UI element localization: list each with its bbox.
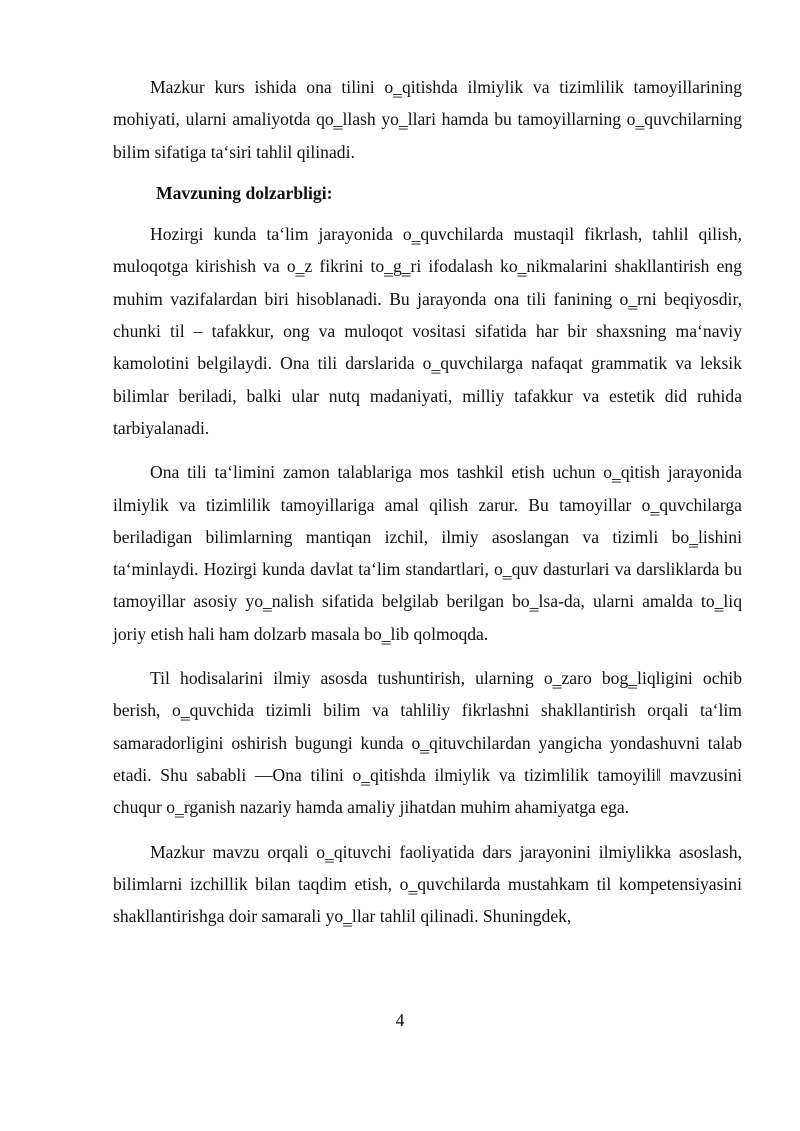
- document-page: [113, 71, 742, 932]
- page-number: 4: [395, 1010, 405, 1030]
- paragraph-principles: Ona tili ta‘limini zamon talablariga mos tashkil etish uchun o‗qitish jarayonida ilmiylik va tizimlilik tamoyillariga amal qilish zarur. Bu tamoyillar o‗quvchilarga beriladigan bilimlarning mantiqan izchil, ilmiy asoslangan va tizimli bo‗lishini ta‘minlaydi. Hozirgi kunda davlat ta‘lim standartlari, o‗quv dasturlari va darsliklarda bu tamoyillar asosiy yo‗nalish sifatida belgilab berilgan bo‗lsa-da, ularni amalda to‗liq joriy etish hali ham dolzarb masala bo‗lib qolmoqda.: [113, 462, 742, 644]
- section-heading: Mavzuning dolzarbligi:: [156, 182, 333, 203]
- spacer: [113, 650, 742, 662]
- spacer: [113, 168, 742, 177]
- paragraph-relevance: Hozirgi kunda ta‘lim jarayonida o‗quvchilarda mustaqil fikrlash, tahlil qilish, muloqotga kirishish va o‗z fikrini to‗g‗ri ifodalash ko‗nikmalarini shakllantirish eng muhim vazifalardan biri hisoblanadi. Bu jarayonda ona tili fanining o‗rni beqiyosdir, chunki til – tafakkur, ong va muloqot vositasi sifatida har bir shaxsning ma‘naviy kamolotini belgilaydi. Ona tili darslarida o‗quvchilarga nafaqat grammatik va leksik bilimlar beriladi, balki ular nutq madaniyati, milliy tafakkur va estetik did ruhida tarbiyalanadi.: [113, 224, 742, 438]
- paragraph-topic-aim: Mazkur mavzu orqali o‗qituvchi faoliyatida dars jarayonini ilmiylikka asoslash, bilimlarni izchillik bilan taqdim etish, o‗quvchilarda mustahkam til kompetensiyasini shakllantirishga doir samarali yo‗llar tahlil qilinadi. Shuningdek,: [113, 841, 742, 927]
- intro-paragraph: Mazkur kurs ishida ona tilini o‗qitishda ilmiylik va tizimlilik tamoyillarining mohiyati, ularni amaliyotda qo‗llash yo‗llari hamda bu tamoyillarning o‗quvchilarning bilim sifatiga ta‘siri tahlil qilinadi.: [113, 77, 742, 162]
- spacer: [113, 824, 742, 836]
- spacer: [113, 209, 742, 218]
- paragraph-scientific-basis: Til hodisalarini ilmiy asosda tushuntirish, ularning o‗zaro bog‗liqligini ochib berish, o‗quvchida tizimli bilim va tahliliy fikrlashni shakllantirish orqali ta‘lim samaradorligini oshirish bugungi kunda o‗qituvchilardan yangicha yondashuvni talab etadi. Shu sababli ―Ona tilini o‗qitishda ilmiylik va tizimlilik tamoyili‖ mavzusini chuqur o‗rganish nazariy hamda amaliy jihatdan muhim ahamiyatga ega.: [113, 668, 742, 818]
- spacer: [113, 444, 742, 456]
